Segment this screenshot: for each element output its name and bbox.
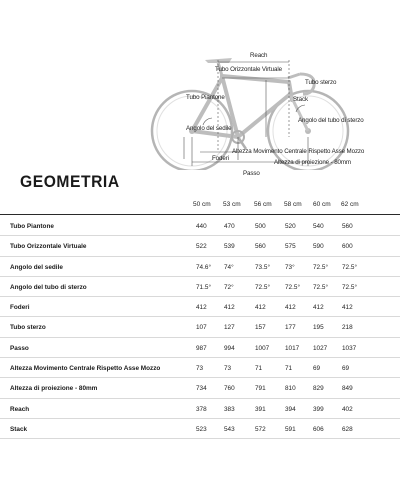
row-label: Reach <box>10 405 30 413</box>
row-value: 600 <box>342 243 353 251</box>
row-value: 606 <box>313 425 324 433</box>
row-label: Tubo Orizzontale Virtuale <box>10 243 87 251</box>
label-altezza-movimento: Altezza Movimento Centrale Rispetto Asse Mozzo <box>232 148 365 155</box>
row-value: 391 <box>255 405 266 413</box>
row-value: 73.5° <box>255 263 270 271</box>
geometry-table <box>0 216 400 439</box>
row-value: 402 <box>342 405 353 413</box>
row-value: 399 <box>313 405 324 413</box>
table-row <box>0 419 400 439</box>
row-value: 1017 <box>285 344 300 352</box>
row-value: 575 <box>285 243 296 251</box>
row-value: 572 <box>255 425 266 433</box>
size-header <box>0 201 400 213</box>
table-row <box>0 236 400 256</box>
row-value: 849 <box>342 385 353 393</box>
row-label: Stack <box>10 425 28 433</box>
bike-illustration <box>0 0 400 170</box>
row-value: 590 <box>313 243 324 251</box>
row-label: Angolo del tubo di sterzo <box>10 283 87 291</box>
row-value: 791 <box>255 385 266 393</box>
page-title: GEOMETRIA <box>20 172 120 191</box>
row-value: 72.5° <box>342 263 357 271</box>
row-value: 440 <box>196 223 207 230</box>
row-value: 470 <box>224 223 235 230</box>
row-value: 72.5° <box>313 283 328 291</box>
row-value: 560 <box>342 223 353 230</box>
row-label: Angolo del sedile <box>10 263 63 271</box>
row-value: 412 <box>313 304 324 312</box>
row-value: 987 <box>196 344 207 352</box>
row-value: 72.5° <box>313 263 328 271</box>
row-value: 412 <box>224 304 235 312</box>
row-value: 73 <box>196 365 204 373</box>
label-angolo-sedile: Angolo del sedile <box>186 125 232 132</box>
size-col-53: 53 cm <box>223 201 241 208</box>
row-value: 71.5° <box>196 283 211 291</box>
row-label: Altezza di proiezione - 80mm <box>10 385 98 393</box>
row-value: 72.5° <box>255 283 270 291</box>
row-value: 560 <box>255 243 266 251</box>
size-col-58: 58 cm <box>284 201 302 208</box>
row-value: 412 <box>342 304 353 312</box>
row-value: 107 <box>196 324 207 332</box>
table-row <box>0 338 400 358</box>
label-tubo-orizzontale: Tubo Orizzontale Virtuale <box>215 66 282 73</box>
size-col-60: 60 cm <box>313 201 331 208</box>
row-value: 127 <box>224 324 235 332</box>
row-value: 1037 <box>342 344 357 352</box>
row-value: 412 <box>255 304 266 312</box>
row-value: 71 <box>285 365 293 373</box>
row-value: 520 <box>285 223 296 230</box>
row-label: Tubo sterzo <box>10 324 46 332</box>
row-value: 1027 <box>313 344 328 352</box>
label-angolo-tubo-sterzo: Angolo del tubo di sterzo <box>298 117 364 124</box>
row-value: 72° <box>224 283 234 291</box>
row-value: 522 <box>196 243 207 251</box>
row-label: Foderi <box>10 304 30 312</box>
row-value: 218 <box>342 324 353 332</box>
row-value: 74.6° <box>196 263 211 271</box>
row-value: 394 <box>285 405 296 413</box>
row-value: 543 <box>224 425 235 433</box>
table-row <box>0 378 400 398</box>
row-value: 540 <box>313 223 324 230</box>
row-value: 72.5° <box>285 283 300 291</box>
table-row <box>0 317 400 337</box>
size-col-50: 50 cm <box>193 201 211 208</box>
row-value: 500 <box>255 223 266 230</box>
size-col-62: 62 cm <box>341 201 359 208</box>
stem <box>288 74 300 78</box>
row-value: 994 <box>224 344 235 352</box>
table-row <box>0 257 400 277</box>
row-value: 1007 <box>255 344 270 352</box>
row-value: 71 <box>255 365 263 373</box>
row-value: 383 <box>224 405 235 413</box>
table-row <box>0 277 400 297</box>
table-row <box>0 358 400 378</box>
label-altezza-proiezione: Altezza di proiezione - 80mm <box>274 159 351 166</box>
header-divider <box>0 214 400 215</box>
row-value: 628 <box>342 425 353 433</box>
geometry-diagram <box>0 0 400 177</box>
size-col-56: 56 cm <box>254 201 272 208</box>
row-value: 73° <box>285 263 295 271</box>
row-value: 734 <box>196 385 207 393</box>
label-tubo-sterzo: Tubo sterzo <box>305 79 337 86</box>
row-label: Altezza Movimento Centrale Rispetto Asse Mozzo <box>10 365 161 373</box>
label-reach: Reach <box>250 52 268 59</box>
label-passo: Passo <box>243 170 260 177</box>
row-label: Tubo Piantone <box>10 223 54 230</box>
row-value: 412 <box>196 304 207 312</box>
label-foderi: Foderi <box>212 155 229 162</box>
label-stack: Stack <box>293 96 308 103</box>
row-value: 69 <box>313 365 321 373</box>
row-value: 74° <box>224 263 234 271</box>
row-value: 157 <box>255 324 266 332</box>
row-value: 523 <box>196 425 207 433</box>
row-value: 195 <box>313 324 324 332</box>
table-row <box>0 399 400 419</box>
row-value: 412 <box>285 304 296 312</box>
row-value: 73 <box>224 365 232 373</box>
row-value: 378 <box>196 405 207 413</box>
table-row <box>0 297 400 317</box>
row-value: 69 <box>342 365 350 373</box>
row-value: 810 <box>285 385 296 393</box>
row-label: Passo <box>10 344 29 352</box>
row-value: 177 <box>285 324 296 332</box>
row-value: 760 <box>224 385 235 393</box>
row-value: 829 <box>313 385 324 393</box>
seat-angle-arc <box>203 118 212 125</box>
label-tubo-piantone: Tubo Piantone <box>186 94 225 101</box>
row-value: 591 <box>285 425 296 433</box>
row-value: 539 <box>224 243 235 251</box>
row-value: 72.5° <box>342 283 357 291</box>
table-row <box>0 216 400 236</box>
